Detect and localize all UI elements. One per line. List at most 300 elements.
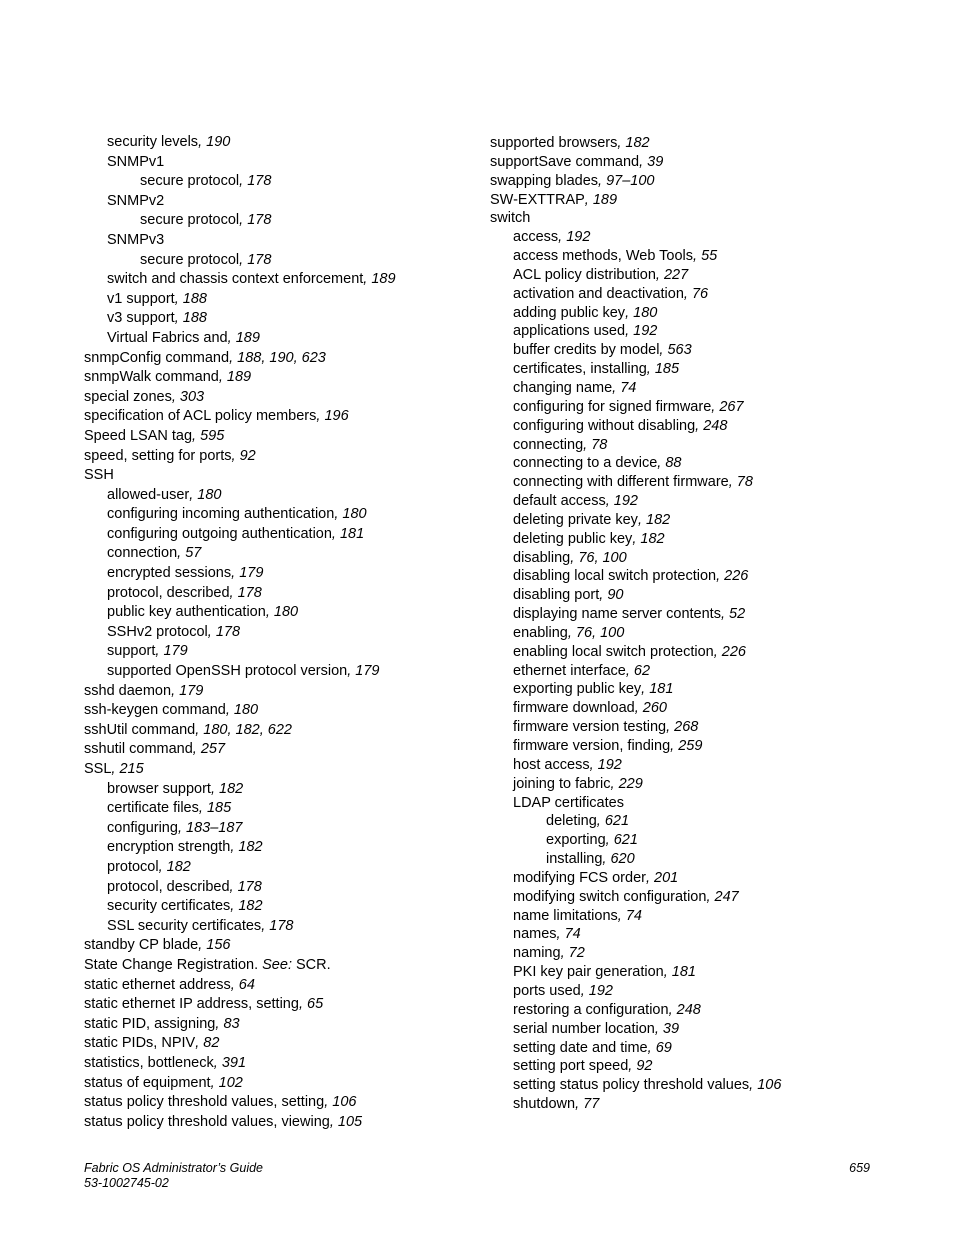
page-reference[interactable]: 185 [206,800,232,817]
index-term: status policy threshold values, setting [84,1094,325,1111]
index-entry: firmware download, 260 [513,700,667,717]
index-term: SSL [84,761,112,777]
page-reference[interactable]: 102 [218,1074,243,1091]
index-term: ssh-keygen command [84,702,226,719]
page-reference[interactable]: 182 [166,858,191,875]
page-reference[interactable]: 179 [163,643,188,660]
index-term: ports used [513,982,581,999]
page-reference[interactable]: 268 [674,719,699,736]
page-reference[interactable]: 192 [588,982,613,999]
page-reference[interactable]: 196 [324,408,349,425]
page-reference[interactable]: 72 [568,945,585,962]
page-reference[interactable]: 182 [646,511,671,528]
index-entry [84,466,484,486]
index-entry: secure protocol, 178 [140,251,272,268]
index-term: supported OpenSSH protocol version [107,663,348,680]
index-term: security levels [107,134,199,150]
index-entry: buffer credits by model, 563 [513,342,692,359]
index-term: access [513,229,559,246]
index-term: applications used [513,323,626,340]
page-reference[interactable]: 229 [618,775,643,792]
index-term: certificate files [107,800,199,817]
page-reference[interactable]: 192 [633,323,658,340]
index-entry: configuring incoming authentication, 180 [107,506,367,523]
page-reference[interactable]: 248 [703,417,728,434]
page-reference[interactable]: 178 [215,623,241,640]
index-entry: speed, setting for ports, 92 [84,447,256,464]
index-term: SSL security certificates [107,917,262,934]
index-column-right [490,134,930,1114]
page-reference[interactable]: 192 [566,229,591,246]
page-reference[interactable]: 226 [724,568,749,585]
index-entry: SSHv2 protocol, 178 [107,623,241,640]
index-entry: connecting to a device, 88 [513,455,682,472]
index-term: configuring incoming authentication [107,506,335,523]
index-entry [84,192,484,212]
index-entry: static ethernet IP address, setting, 65 [84,996,324,1013]
index-entry: deleting public key, 182 [513,530,665,547]
page-reference[interactable]: 74 [564,926,581,943]
index-entry: firmware version testing, 268 [513,719,699,736]
page-reference[interactable]: 179 [239,565,264,582]
index-term: configuring for signed firmware [513,398,712,415]
index-entry: specification of ACL policy members, 196 [84,408,349,425]
page-reference[interactable]: 595 [200,427,225,444]
index-entry: configuring for signed firmware, 267 [513,398,744,415]
page-reference[interactable]: 180 [342,506,367,523]
index-entry: static PIDs, NPIV, 82 [84,1035,220,1052]
page-reference[interactable]: 64 [238,976,255,993]
index-entry [490,794,930,813]
index-term: encrypted sessions [107,565,232,582]
page-reference[interactable]: 179 [179,682,204,699]
index-entry: support, 179 [107,643,188,660]
index-entry: ssh-keygen command, 180 [84,702,259,719]
index-term: status policy threshold values, viewing [84,1113,330,1130]
page-reference[interactable]: 178 [237,878,262,895]
index-term: snmpConfig command [84,349,230,366]
page-reference[interactable]: 52 [729,606,746,623]
page-reference[interactable]: 74 [625,907,642,924]
see-reference-target: SCR. [296,956,331,973]
index-entry: disabling port, 90 [513,587,624,604]
index-term: setting status policy threshold values [513,1077,750,1094]
index-column-left [84,133,484,1132]
index-entry: shutdown, 77 [513,1096,600,1113]
index-entry: adding public key, 180 [513,304,658,321]
page-reference[interactable]: 78 [591,436,608,453]
index-term: switch and chassis context enforcement [107,271,364,288]
page-reference[interactable]: 189 [235,329,260,346]
index-term: PKI key pair generation [513,964,664,981]
index-entry: serial number location, 39 [513,1020,680,1037]
index-term: LDAP certificates [513,794,624,811]
index-term: secure protocol [140,251,240,268]
index-entry: snmpConfig command, 188, 190, 623 [84,349,326,366]
index-term: speed, setting for ports [84,447,232,464]
index-term: restoring a configuration [513,1001,669,1018]
page-reference[interactable]: 181 [339,525,365,542]
page-reference[interactable]: 257 [200,741,226,758]
index-entry: ethernet interface, 62 [513,662,651,679]
index-term: connection [107,545,178,562]
index-term: setting date and time [513,1039,648,1056]
index-entry: setting port speed, 92 [513,1058,653,1075]
page-reference[interactable]: 182 [238,898,263,915]
index-entry: PKI key pair generation, 181 [513,964,696,981]
index-term: specification of ACL policy members [84,408,317,425]
index-term: browser support [107,780,211,797]
index-entry: default access, 192 [513,493,638,510]
page-reference[interactable]: 178 [269,917,294,934]
index-term: SNMPv1 [107,153,165,170]
index-term: snmpWalk command [84,369,219,386]
index-term: enabling [513,624,568,641]
index-term: SSH [84,467,114,484]
page-reference[interactable]: 188 [182,290,207,307]
page-reference[interactable]: 76, 100 [578,549,627,566]
index-entry: disabling, 76, 100 [513,549,627,566]
index-term: activation and deactivation [513,285,684,302]
index-term: supportSave command [490,153,640,170]
index-entry: exporting, 621 [546,832,638,849]
page-reference[interactable]: 97–100 [606,172,655,189]
page-reference[interactable]: 226 [721,643,746,660]
index-entry: supported OpenSSH protocol version, 179 [107,663,380,680]
page-reference[interactable]: 621 [613,832,638,849]
page-reference[interactable]: 178 [237,584,262,601]
see-reference-label: See: [262,956,292,973]
index-term: statistics, bottleneck [84,1054,214,1071]
page-reference[interactable]: 247 [714,888,739,905]
index-entry: installing, 620 [546,851,635,868]
index-term: enabling local switch protection [513,643,714,660]
index-term: host access [513,756,590,773]
page-reference[interactable]: 189 [371,271,396,288]
index-entry: access, 192 [513,229,591,246]
index-entry: allowed-user, 180 [107,486,222,503]
index-term: firmware version, finding [513,738,671,754]
index-entry: public key authentication, 180 [107,604,299,621]
page-reference[interactable]: 190 [206,134,231,150]
page-reference[interactable]: 620 [610,851,635,868]
index-term: Speed LSAN tag [84,427,193,444]
index-entry: exporting public key, 181 [513,681,674,698]
page-reference[interactable]: 215 [119,761,144,777]
index-term: connecting [513,436,584,453]
index-term: modifying switch configuration [513,888,707,905]
index-entry: v1 support, 188 [107,290,207,307]
index-term: security certificates [107,898,231,915]
index-term: encryption strength [107,839,231,856]
page-reference[interactable]: 185 [654,361,680,378]
index-entry: access methods, Web Tools, 55 [513,248,718,265]
index-term: standby CP blade [84,937,199,954]
index-term: support [107,643,156,660]
index-entry: sshUtil command, 180, 182, 622 [84,721,292,738]
index-term: setting port speed [513,1058,629,1075]
page-reference[interactable]: 182 [238,839,263,856]
index-term: ACL policy distribution [513,266,656,283]
page-reference[interactable]: 88 [665,455,682,472]
index-term: disabling port [513,587,600,604]
index-term: special zones [84,388,172,405]
index-entry: Speed LSAN tag, 595 [84,427,225,444]
page-reference[interactable]: 248 [676,1001,701,1018]
index-entry: encryption strength, 182 [107,839,263,856]
index-term: sshd daemon [84,682,172,699]
index-entry: deleting private key, 182 [513,511,671,528]
index-entry: modifying switch configuration, 247 [513,888,739,905]
page-reference[interactable]: 180, 182, 622 [203,721,292,738]
page-reference[interactable]: 76, 100 [575,624,625,641]
index-entry [84,231,484,251]
index-term: protocol [107,858,159,875]
page-reference[interactable]: 178 [247,173,272,190]
index-term: naming [513,945,561,962]
page-reference[interactable]: 267 [719,398,744,415]
index-entry: sshutil command, 257 [84,741,226,758]
index-term: displaying name server contents [513,606,721,623]
index-entry: activation and deactivation, 76 [513,285,709,302]
index-term: installing [546,851,603,868]
footer-title: Fabric OS Administrator’s Guide [84,1161,263,1175]
page-reference[interactable]: 55 [701,248,718,265]
index-term: static ethernet address [84,976,231,993]
page-reference[interactable]: 180 [273,604,299,621]
index-entry: special zones, 303 [84,388,205,405]
index-entry: Virtual Fabrics and, 189 [107,329,260,346]
index-term: ethernet interface [513,662,626,679]
page-reference[interactable]: 181 [649,681,674,698]
page-reference[interactable]: 92 [239,447,256,464]
index-term: protocol, described [107,584,230,601]
index-entry: SSL, 215 [84,761,144,777]
index-entry: ports used, 192 [513,982,613,999]
page-reference[interactable]: 178 [247,251,272,268]
index-entry: certificates, installing, 185 [513,361,680,378]
index-entry: snmpWalk command, 189 [84,369,252,386]
page-reference[interactable]: 82 [203,1035,220,1052]
page-reference[interactable]: 90 [607,587,624,604]
page-reference[interactable]: 92 [636,1058,653,1075]
index-term: configuring [107,819,178,836]
page-reference[interactable]: 259 [678,738,703,754]
index-entry: configuring outgoing authentication, 181 [107,525,365,542]
index-entry: host access, 192 [513,756,622,773]
index-entry: standby CP blade, 156 [84,937,231,954]
index-term: buffer credits by model [513,342,660,359]
page-reference[interactable]: 105 [337,1113,363,1130]
index-entry: applications used, 192 [513,323,658,340]
page-reference[interactable]: 39 [647,153,664,170]
page-reference[interactable]: 188, 190, 623 [237,349,326,366]
index-entry: changing name, 74 [513,379,637,396]
footer [84,1161,263,1191]
page-reference[interactable]: 182 [219,780,244,797]
page-reference[interactable]: 106 [332,1094,357,1111]
index-entry: static ethernet address, 64 [84,976,255,993]
page-reference[interactable]: 192 [613,493,638,510]
index-entry: configuring without disabling, 248 [513,417,728,434]
index-entry: names, 74 [513,926,581,943]
index-term: certificates, installing [513,361,647,378]
index-entry: statistics, bottleneck, 391 [84,1054,247,1071]
index-term: sshUtil command [84,721,196,738]
index-entry: deleting, 621 [546,813,630,830]
index-term: allowed-user [107,486,190,503]
page-reference[interactable]: 188 [182,310,207,327]
index-term: v3 support [107,310,175,327]
page-reference[interactable]: 179 [355,663,380,680]
index-entry: restoring a configuration, 248 [513,1001,701,1018]
index-term: exporting public key [513,681,642,698]
index-term: joining to fabric [513,775,611,792]
index-term: connecting to a device [513,455,658,472]
index-term: status of equipment [84,1074,211,1091]
index-term: static ethernet IP address, setting [84,996,299,1013]
index-term: SSHv2 protocol [107,623,208,640]
index-term: name limitations [513,907,618,924]
index-entry: secure protocol, 178 [140,173,272,190]
index-entry: ACL policy distribution, 227 [513,266,689,283]
index-entry: name limitations, 74 [513,907,642,924]
index-entry: certificate files, 185 [107,800,232,817]
page-reference[interactable]: 106 [757,1077,782,1094]
index-term: Virtual Fabrics and [107,329,228,346]
index-entry [490,209,930,228]
page-reference[interactable]: 57 [185,545,202,562]
page-reference[interactable]: 65 [307,996,324,1013]
page-reference[interactable]: 189 [592,191,618,208]
index-term: SNMPv2 [107,192,165,209]
index-entry: security certificates, 182 [107,898,263,915]
index-term: changing name [513,379,613,396]
page-reference[interactable]: 183–187 [186,819,243,836]
index-term: supported browsers [490,135,618,151]
page-reference[interactable]: 77 [583,1096,600,1113]
index-entry: sshd daemon, 179 [84,682,204,699]
index-term: connecting with different firmware [513,474,729,491]
index-term: serial number location [513,1020,655,1037]
page-reference[interactable]: 83 [223,1015,240,1032]
index-term: secure protocol [140,212,240,229]
index-term: sshutil command [84,741,193,758]
index-entry: browser support, 182 [107,780,244,797]
index-entry: status policy threshold values, setting, 106 [84,1094,357,1111]
page-reference[interactable]: 178 [247,212,272,229]
index-entry [84,956,484,976]
index-term: protocol, described [107,878,230,895]
index-term: deleting private key [513,511,638,528]
footer-doc-number: 53-1002745-02 [84,1176,169,1190]
page-reference[interactable]: 39 [662,1020,680,1037]
index-term: default access [513,493,606,510]
index-term: public key authentication [107,604,266,621]
index-term: shutdown [513,1096,576,1113]
index-entry: disabling local switch protection, 226 [513,568,749,585]
page-reference[interactable]: 156 [206,937,231,954]
index-entry: status of equipment, 102 [84,1074,243,1091]
page-reference[interactable]: 391 [221,1054,247,1071]
index-term: disabling [513,549,571,566]
index-term: static PID, assigning [84,1015,216,1032]
index-entry: enabling local switch protection, 226 [513,643,746,660]
index-term: names [513,926,557,943]
index-term: secure protocol [140,173,240,190]
index-entry: switch and chassis context enforcement, 189 [107,271,396,288]
index-term: SNMPv3 [107,231,165,248]
index-entry [84,153,484,173]
index-term: switch [490,210,531,227]
page-reference[interactable]: 182 [640,530,665,547]
index-term: firmware version testing [513,719,667,736]
index-entry: supportSave command, 39 [490,153,664,170]
index-entry: static PID, assigning, 83 [84,1015,240,1032]
index-term: State Change Registration. [84,956,259,973]
index-entry: secure protocol, 178 [140,212,272,229]
index-term: access methods, Web Tools [513,248,693,265]
page-reference[interactable]: 62 [633,662,651,679]
index-term: firmware download [513,700,635,717]
index-term: exporting [546,832,606,849]
page-reference[interactable]: 69 [655,1039,672,1056]
page-reference[interactable]: 180 [197,486,222,503]
page-reference[interactable]: 74 [620,379,637,396]
page-reference[interactable]: 76 [691,285,709,302]
page-reference[interactable]: 227 [663,266,689,283]
index-entry: SW-EXTTRAP, 189 [490,191,618,208]
index-term: modifying FCS order [513,869,646,886]
index-entry: naming, 72 [513,945,585,962]
index-entry: security levels, 190 [107,134,231,150]
page-reference[interactable]: 78 [736,474,753,491]
index-term: v1 support [107,290,175,307]
page-reference[interactable]: 192 [597,756,622,773]
page-reference[interactable]: 621 [604,813,630,830]
page-reference[interactable]: 260 [642,700,667,717]
page-reference[interactable]: 201 [654,869,679,886]
page-reference[interactable]: 181 [671,964,696,981]
index-entry: setting status policy threshold values, 106 [513,1077,782,1094]
page-reference[interactable]: 182 [625,135,650,151]
page-number: 659 [849,1161,870,1175]
index-entry: protocol, 182 [107,858,191,875]
index-entry: enabling, 76, 100 [513,624,625,641]
index-entry: SSL security certificates, 178 [107,917,294,934]
page-reference[interactable]: 180 [233,702,259,719]
index-term: SW-EXTTRAP [490,191,585,208]
index-term: deleting public key [513,530,633,547]
page-reference[interactable]: 303 [179,388,205,405]
index-entry: v3 support, 188 [107,310,207,327]
index-term: disabling local switch protection [513,568,717,585]
index-entry: supported browsers, 182 [490,135,650,151]
index-entry: connection, 57 [107,545,202,562]
page-reference[interactable]: 180 [633,304,658,321]
index-entry: displaying name server contents, 52 [513,606,746,623]
index-term: configuring outgoing authentication [107,525,332,542]
index-entry: firmware version, finding, 259 [513,738,703,754]
page-reference[interactable]: 189 [226,369,252,386]
index-entry: connecting, 78 [513,436,608,453]
index-entry: protocol, described, 178 [107,584,262,601]
index-entry: protocol, described, 178 [107,878,262,895]
index-entry: swapping blades, 97–100 [490,172,655,189]
index-term: static PIDs, NPIV [84,1035,196,1052]
page-reference[interactable]: 563 [667,342,692,359]
index-entry: status policy threshold values, viewing, 105 [84,1113,363,1130]
